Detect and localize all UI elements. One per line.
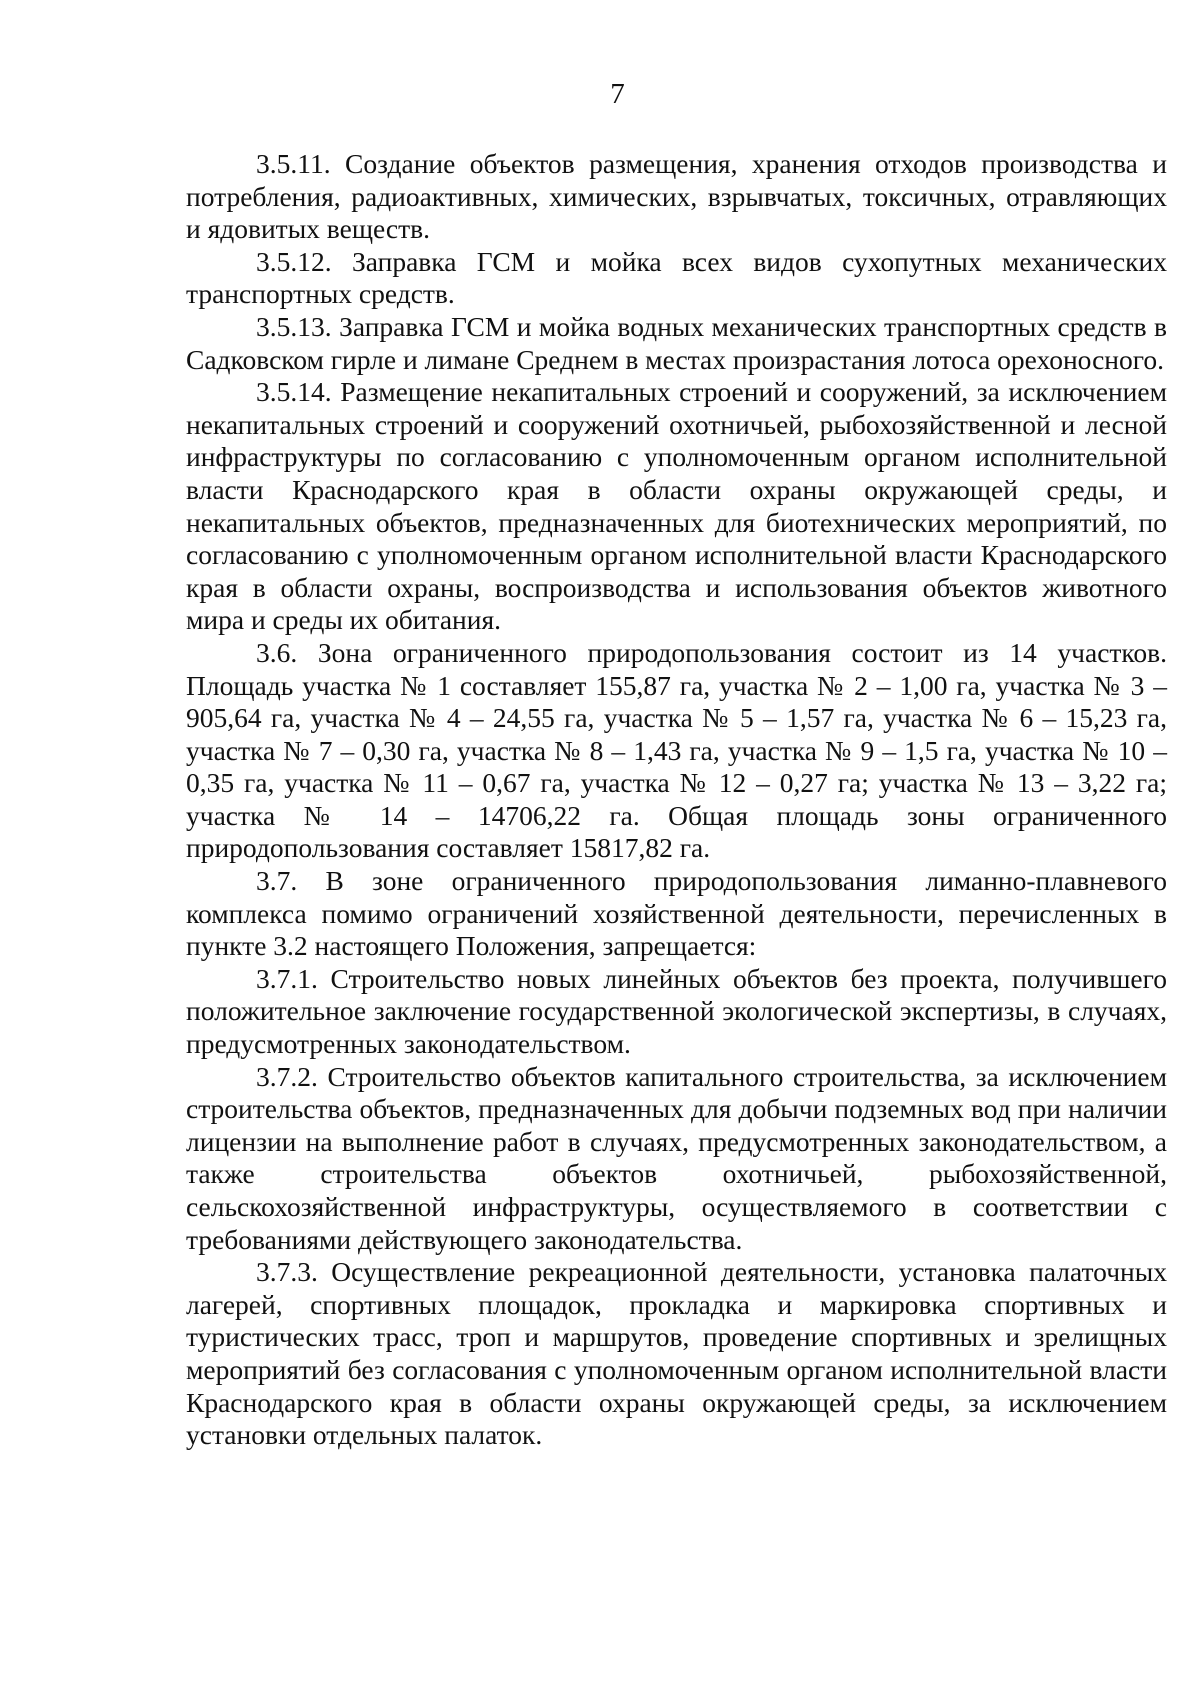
- document-body: [186, 148, 1167, 1452]
- paragraph-3-5-11: 3.5.11. Создание объектов размещения, хранения отходов производства и потребления, радиоактивных, химических, взрывчатых, токсичных, отравляющих и ядовитых веществ.: [186, 148, 1167, 245]
- paragraph-3-5-14: 3.5.14. Размещение некапитальных строений и сооружений, за исключением некапитальных строений и сооружений охотничьей, рыбохозяйственной и лесной инфраструктуры по согласованию с уполномоченным органом исполнительной власти Краснодарского края в области охраны окружающей среды, и некапитальных объектов, предназначенных для биотехнических мероприятий, по согласованию с уполномоченным органом исполнительной власти Краснодарского края в области охраны, воспроизводства и использования объектов животного мира и среды их обитания.: [186, 376, 1167, 636]
- page-number: 7: [610, 78, 625, 110]
- paragraph-3-5-12: 3.5.12. Заправка ГСМ и мойка всех видов сухопутных механических транспортных средств.: [186, 245, 1167, 310]
- paragraph-3-7-2: 3.7.2. Строительство объектов капитального строительства, за исключением строительства объектов, предназначенных для добычи подземных вод при наличии лицензии на выполнение работ в случаях, предусмотренных законодательством, а также строительства объектов охотничьей, рыбохозяйственной, сельскохозяйственной инфраструктуры, осуществляемого в соответствии с требованиями действующего законодательства.: [186, 1060, 1167, 1255]
- paragraph-3-6: 3.6. Зона ограниченного природопользования состоит из 14 участков. Площадь участка № 1 составляет 155,87 га, участка № 2 – 1,00 га, участка № 3 – 905,64 га, участка № 4 – 24,55 га, участка № 5 – 1,57 га, участка № 6 – 15,23 га, участка № 7 – 0,30 га, участка № 8 – 1,43 га, участка № 9 – 1,5 га, участка № 10 – 0,35 га, участка № 11 – 0,67 га, участка № 12 – 0,27 га; участка № 13 – 3,22 га; участка № 14 – 14706,22 га. Общая площадь зоны ограниченного природопользования составляет 15817,82 га.: [186, 636, 1167, 864]
- paragraph-3-5-13: 3.5.13. Заправка ГСМ и мойка водных механических транспортных средств в Садковском гирле и лимане Среднем в местах произрастания лотоса орехоносного.: [186, 310, 1167, 375]
- paragraph-3-7-3: 3.7.3. Осуществление рекреационной деятельности, установка палаточных лагерей, спортивных площадок, прокладка и маркировка спортивных и туристических трасс, троп и маршрутов, проведение спортивных и зрелищных мероприятий без согласования с уполномоченным органом исполнительной власти Краснодарского края в области охраны окружающей среды, за исключением установки отдельных палаток.: [186, 1256, 1167, 1451]
- paragraph-3-7-1: 3.7.1. Строительство новых линейных объектов без проекта, получившего положительное заключение государственной экологической экспертизы, в случаях, предусмотренных законодательством.: [186, 962, 1167, 1060]
- paragraph-3-7: 3.7. В зоне ограниченного природопользования лиманно-плавневого комплекса помимо ограничений хозяйственной деятельности, перечисленных в пункте 3.2 настоящего Положения, запрещается:: [186, 865, 1167, 962]
